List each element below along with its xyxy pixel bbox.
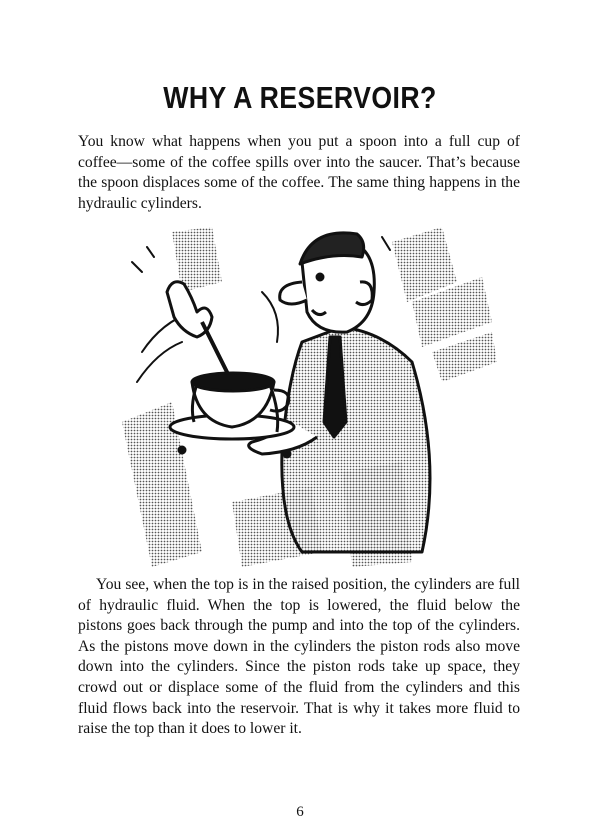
page-title: WHY A RESERVOIR? bbox=[163, 80, 437, 115]
page-number: 6 bbox=[296, 804, 304, 820]
explanation-paragraph: You see, when the top is in the raised position, the cylinders are full of hydraulic fluid. When the top is lowered, the fluid below the pistons goes back through the pump and into the top of the cylinders. As the pistons move down in the cylinders the piston rods also move down into the cylinders. Since the piston rods take up space, they crowd out or displace some of the fluid from the cylinders and this fluid flows back into the reservoir. That is why it takes more fluid to raise the top than it does to lower it. bbox=[78, 576, 520, 738]
soldier-coffee-illustration-icon bbox=[112, 222, 512, 574]
intro-paragraph: You know what happens when you put a spoon into a full cup of coffee—some of the coffee spills over into the saucer. That’s because the spoon displaces some of the coffee. The same thing happens in the hydraulic cylinders. bbox=[78, 133, 520, 212]
